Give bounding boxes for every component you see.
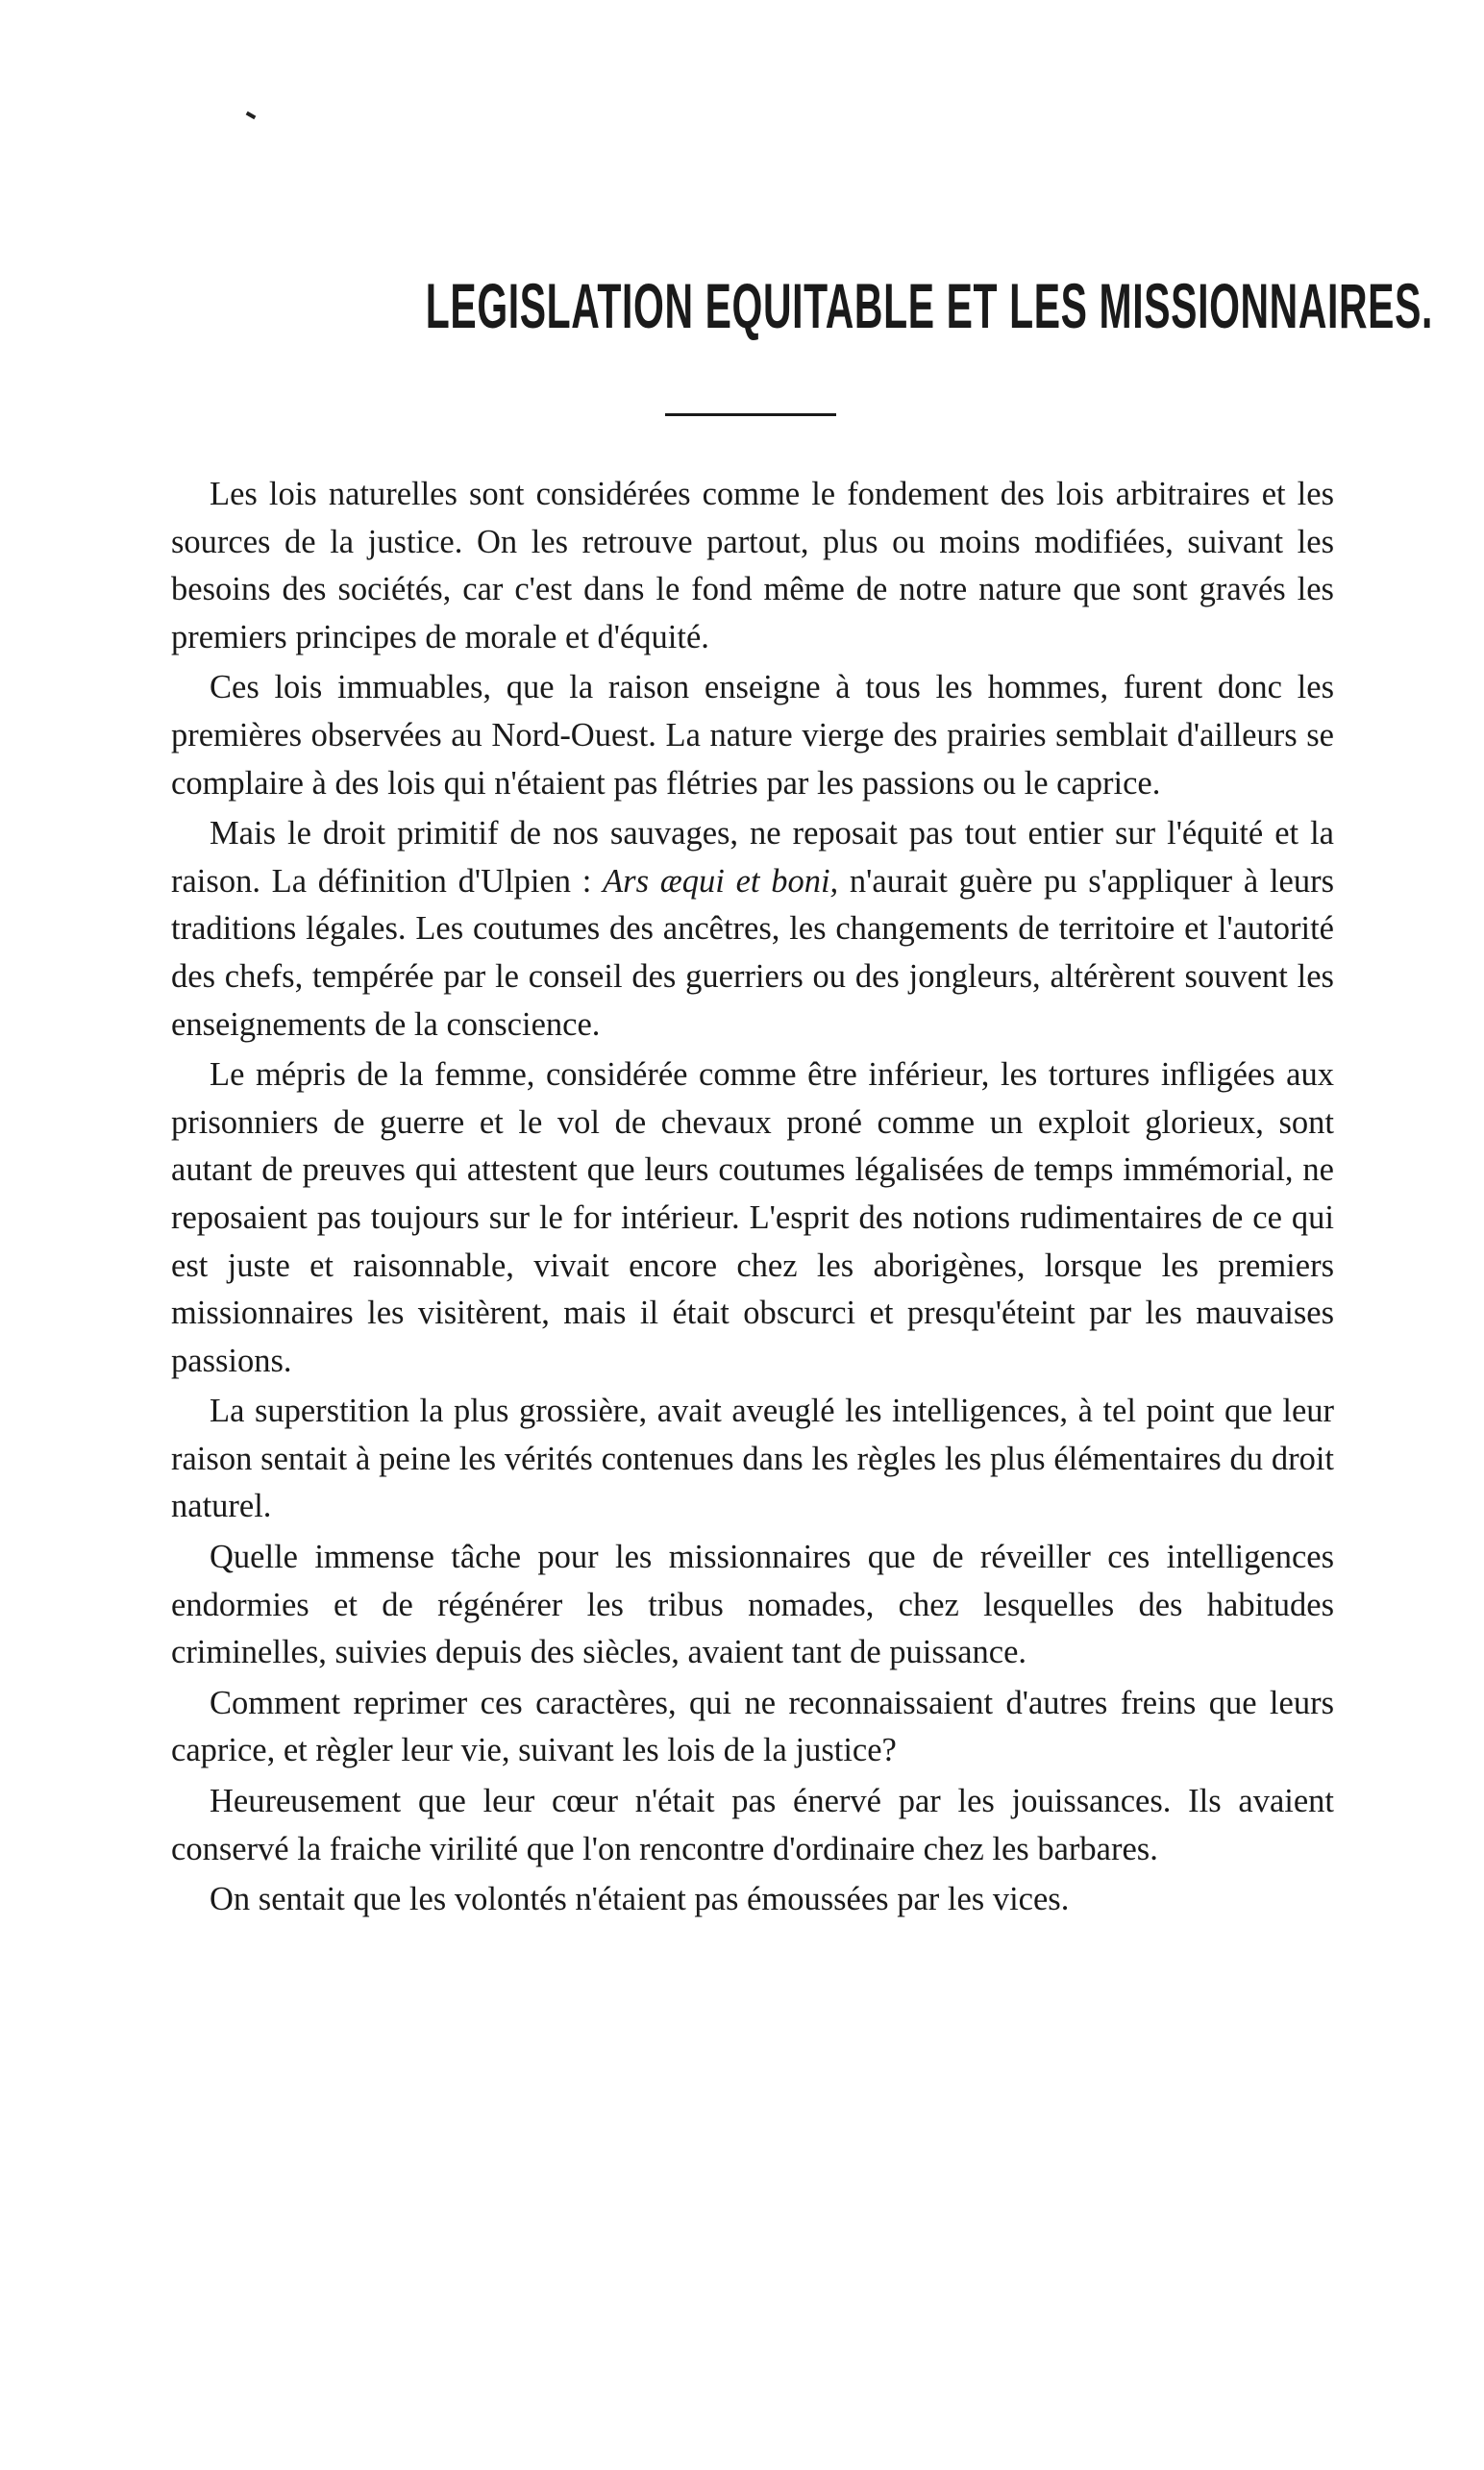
paragraph-5: La superstition la plus grossière, avait aveuglé les intelligences, à tel point que leur raison sentait à peine les vérités contenues dans les règles les plus élémentaires du droit naturel.	[171, 1393, 1334, 1525]
paragraph-3	[171, 810, 1334, 1049]
paragraph-1: Les lois naturelles sont considérées comme le fondement des lois arbitraires et les sources de la justice. On les retrouve partout, plus ou moins modifiées, suivant les besoins des sociétés, car c'est dans le fond même de notre nature que sont gravés les premiers principes de morale et d'équité.	[171, 476, 1334, 655]
title-divider	[665, 413, 836, 416]
paragraph-6: Quelle immense tâche pour les missionnaires que de réveiller ces intelligences endormies et de régénérer les tribus nomades, chez lesquelles des habitudes criminelles, suivies depuis des siècles, avaient tant de puissance.	[171, 1539, 1334, 1671]
paragraph-3-text-before: Mais le droit primitif de nos sauvages, ne reposait pas tout entier sur l'équité et la raison. La définition d'Ulpien :	[171, 815, 1334, 900]
paragraph-4: Le mépris de la femme, considérée comme être inférieur, les tortures infligées aux prisonniers de guerre et le vol de chevaux proné comme un exploit glorieux, sont autant de preuves qui attestent que leurs coutumes légalisées de temps immémorial, ne reposaient pas toujours sur le for intérieur. L'esprit des notions rudimentaires de ce qui est juste et raisonnable, vivait encore chez les aborigènes, lorsque les premiers missionnaires les visitèrent, mais il était obscurci et presqu'éteint par les mauvaises passions.	[171, 1056, 1334, 1379]
chapter-body	[171, 471, 1334, 1924]
paragraph-9: On sentait que les volontés n'étaient pas émoussées par les vices.	[210, 1881, 1070, 1918]
paragraph-7: Comment reprimer ces caractères, qui ne reconnaissaient d'autres freins que leurs caprice, et règler leur vie, suivant les lois de la justice?	[171, 1684, 1334, 1769]
ink-speck	[246, 111, 257, 119]
latin-quote: Ars æqui et boni,	[603, 862, 839, 900]
paragraph-2: Ces lois immuables, que la raison enseigne à tous les hommes, furent donc les premières observées au Nord-Ouest. La nature vierge des prairies semblait d'ailleurs se complaire à des lois qui n'étaient pas flétries par les passions ou le caprice.	[171, 669, 1334, 802]
paragraph-3-text-after: n'aurait guère pu s'appliquer à leurs traditions légales. Les coutumes des ancêtres, les changements de territoire et l'autorité des chefs, tempérée par le conseil des guerriers ou des jongleurs, altérèrent souvent les enseignements de la conscience.	[171, 862, 1335, 1043]
chapter-title: LEGISLATION EQUITABLE ET LES MISSIONNAIRES.	[425, 270, 1434, 341]
paragraph-8: Heureusement que leur cœur n'était pas énervé par les jouissances. Ils avaient conservé la fraiche virilité que l'on rencontre d'ordinaire chez les barbares.	[171, 1783, 1334, 1867]
